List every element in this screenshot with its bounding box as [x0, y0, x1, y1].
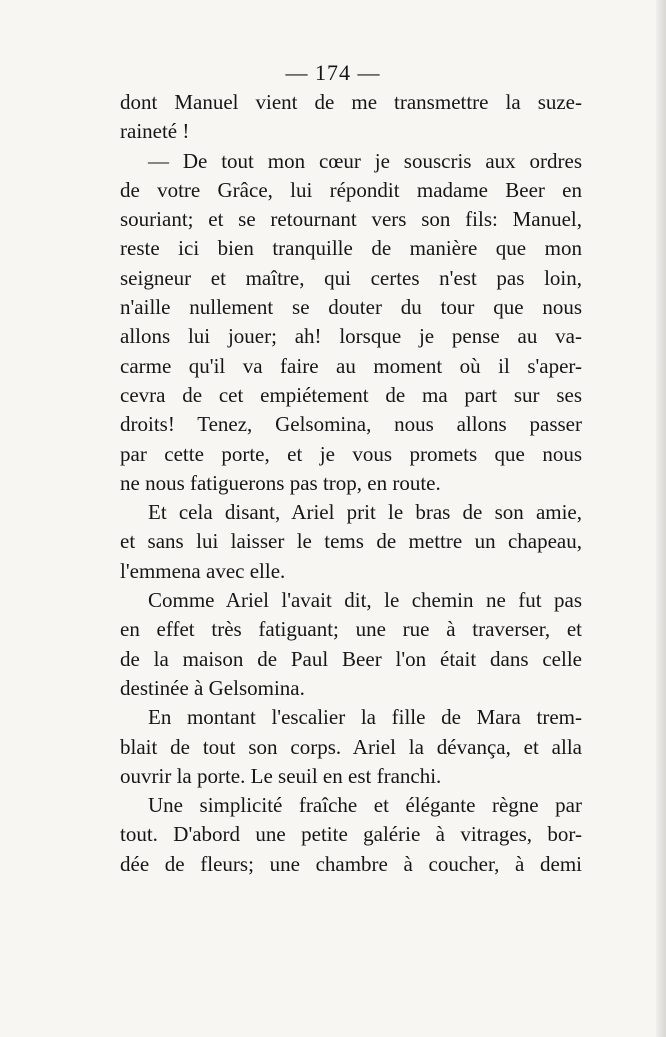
text-line: blait de tout son corps. Ariel la dévança, et alla	[120, 734, 582, 759]
text-line: droits! Tenez, Gelsomina, nous allons passer	[120, 412, 582, 437]
text-line: seigneur et maître, qui certes n'est pas loin,	[120, 265, 582, 290]
text-line: de la maison de Paul Beer l'on était dans celle	[120, 646, 582, 671]
text-line: ouvrir la porte. Le seuil en est franchi.	[120, 763, 442, 788]
text-line: Une simplicité fraîche et élégante règne par	[148, 793, 582, 818]
text-line: l'emmena avec elle.	[120, 558, 286, 583]
text-line: en effet très fatiguant; une rue à traverser, et	[120, 617, 582, 642]
text-line: tout. D'abord une petite galérie à vitrages, bor-	[120, 822, 582, 847]
text-line: dée de fleurs; une chambre à coucher, à demi	[120, 851, 582, 876]
text-line: destinée à Gelsomina.	[120, 675, 305, 700]
text-line: ne nous fatiguerons pas trop, en route.	[120, 470, 441, 495]
text-line: En montant l'escalier la fille de Mara trem-	[148, 705, 582, 730]
text-line: souriant; et se retournant vers son fils: Manuel,	[120, 207, 582, 232]
text-line: Et cela disant, Ariel prit le bras de son amie,	[148, 500, 582, 525]
page-edge	[656, 0, 666, 1037]
text-line: cevra de cet empiétement de ma part sur ses	[120, 382, 582, 407]
text-line: carme qu'il va faire au moment où il s'aper-	[120, 353, 582, 378]
text-line: n'aille nullement se douter du tour que nous	[120, 295, 582, 320]
text-line: — De tout mon cœur je souscris aux ordres	[148, 148, 582, 173]
text-line: reste ici bien tranquille de manière que mon	[120, 236, 582, 261]
body-text	[120, 88, 582, 879]
text-line: par cette porte, et je vous promets que nous	[120, 441, 582, 466]
text-line: dont Manuel vient de me transmettre la suze-	[120, 90, 582, 114]
page-number: — 174 —	[285, 60, 381, 85]
text-line: raineté !	[120, 119, 190, 144]
text-line: Comme Ariel l'avait dit, le chemin ne fut pas	[148, 588, 582, 613]
text-line: allons lui jouer; ah! lorsque je pense au va-	[120, 324, 582, 349]
text-line: de votre Grâce, lui répondit madame Beer en	[120, 177, 582, 202]
text-line: et sans lui laisser le tems de mettre un chapeau,	[120, 529, 582, 554]
